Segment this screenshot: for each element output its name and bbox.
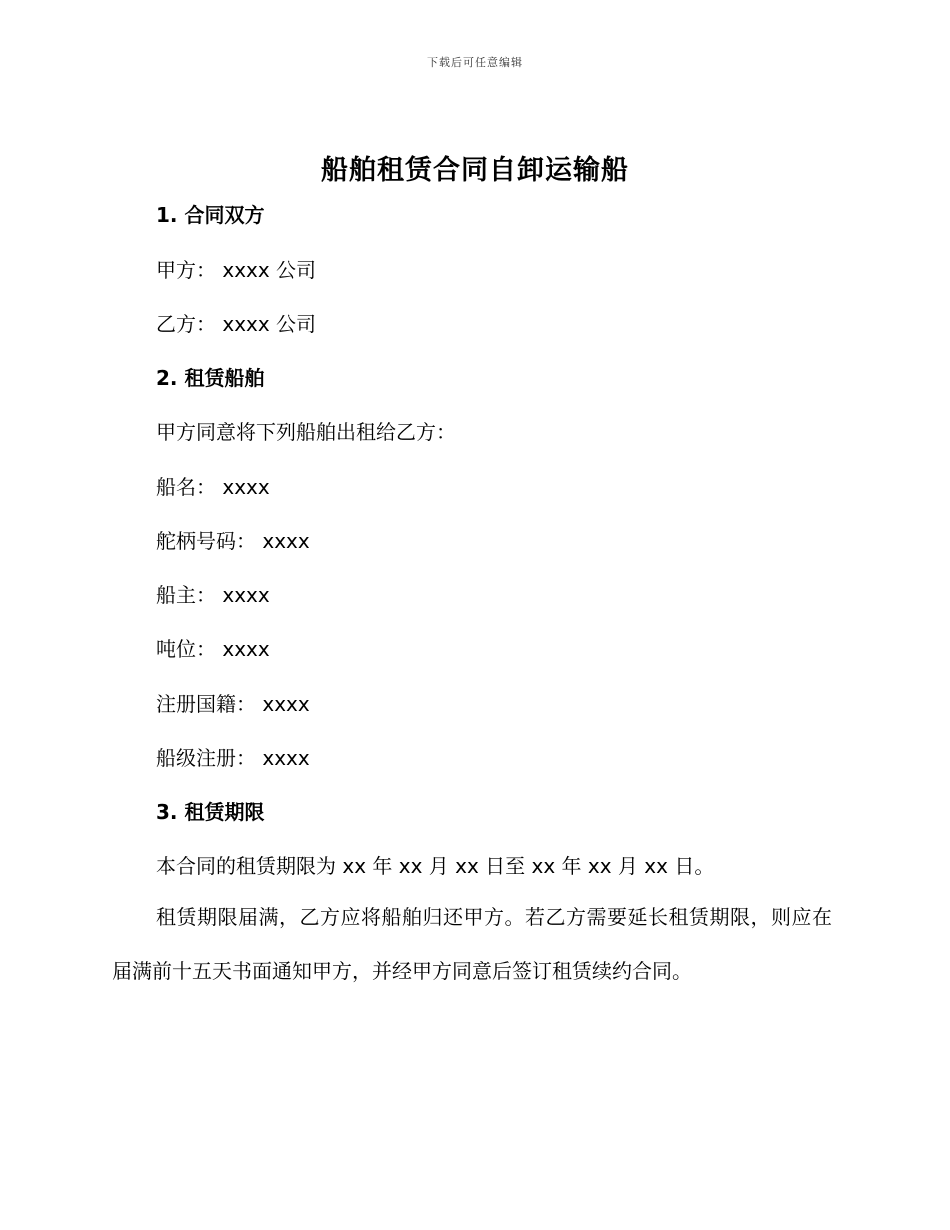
- term-line: 本合同的租赁期限为 xx 年 xx 月 xx 日至 xx 年 xx 月 xx 日。: [156, 854, 715, 878]
- ship-intro-line: 甲方同意将下列船舶出租给乙方：: [156, 420, 456, 444]
- section-heading-parties: 1. 合同双方: [156, 203, 265, 227]
- party-a-line: 甲方： xxxx 公司: [156, 258, 317, 282]
- ship-owner-line: 船主： xxxx: [156, 583, 270, 607]
- ship-name-line: 船名： xxxx: [156, 475, 270, 499]
- document-title: 船舶租赁合同自卸运输船: [321, 155, 629, 186]
- class-registration-line: 船级注册： xxxx: [156, 746, 310, 770]
- header-note: 下载后可任意编辑: [427, 56, 523, 69]
- tonnage-line: 吨位： xxxx: [156, 637, 270, 661]
- party-b-line: 乙方： xxxx 公司: [156, 312, 317, 336]
- section-heading-ship: 2. 租赁船舶: [156, 366, 265, 390]
- section-heading-term: 3. 租赁期限: [156, 800, 265, 824]
- registry-line: 注册国籍： xxxx: [156, 692, 310, 716]
- rudder-number-line: 舵柄号码： xxxx: [156, 529, 310, 553]
- renewal-paragraph: 租赁期限届满，乙方应将船舶归还甲方。若乙方需要延长租赁期限，则应在届满前十五天书面通知甲方，并经甲方同意后签订租赁续约合同。: [112, 905, 832, 983]
